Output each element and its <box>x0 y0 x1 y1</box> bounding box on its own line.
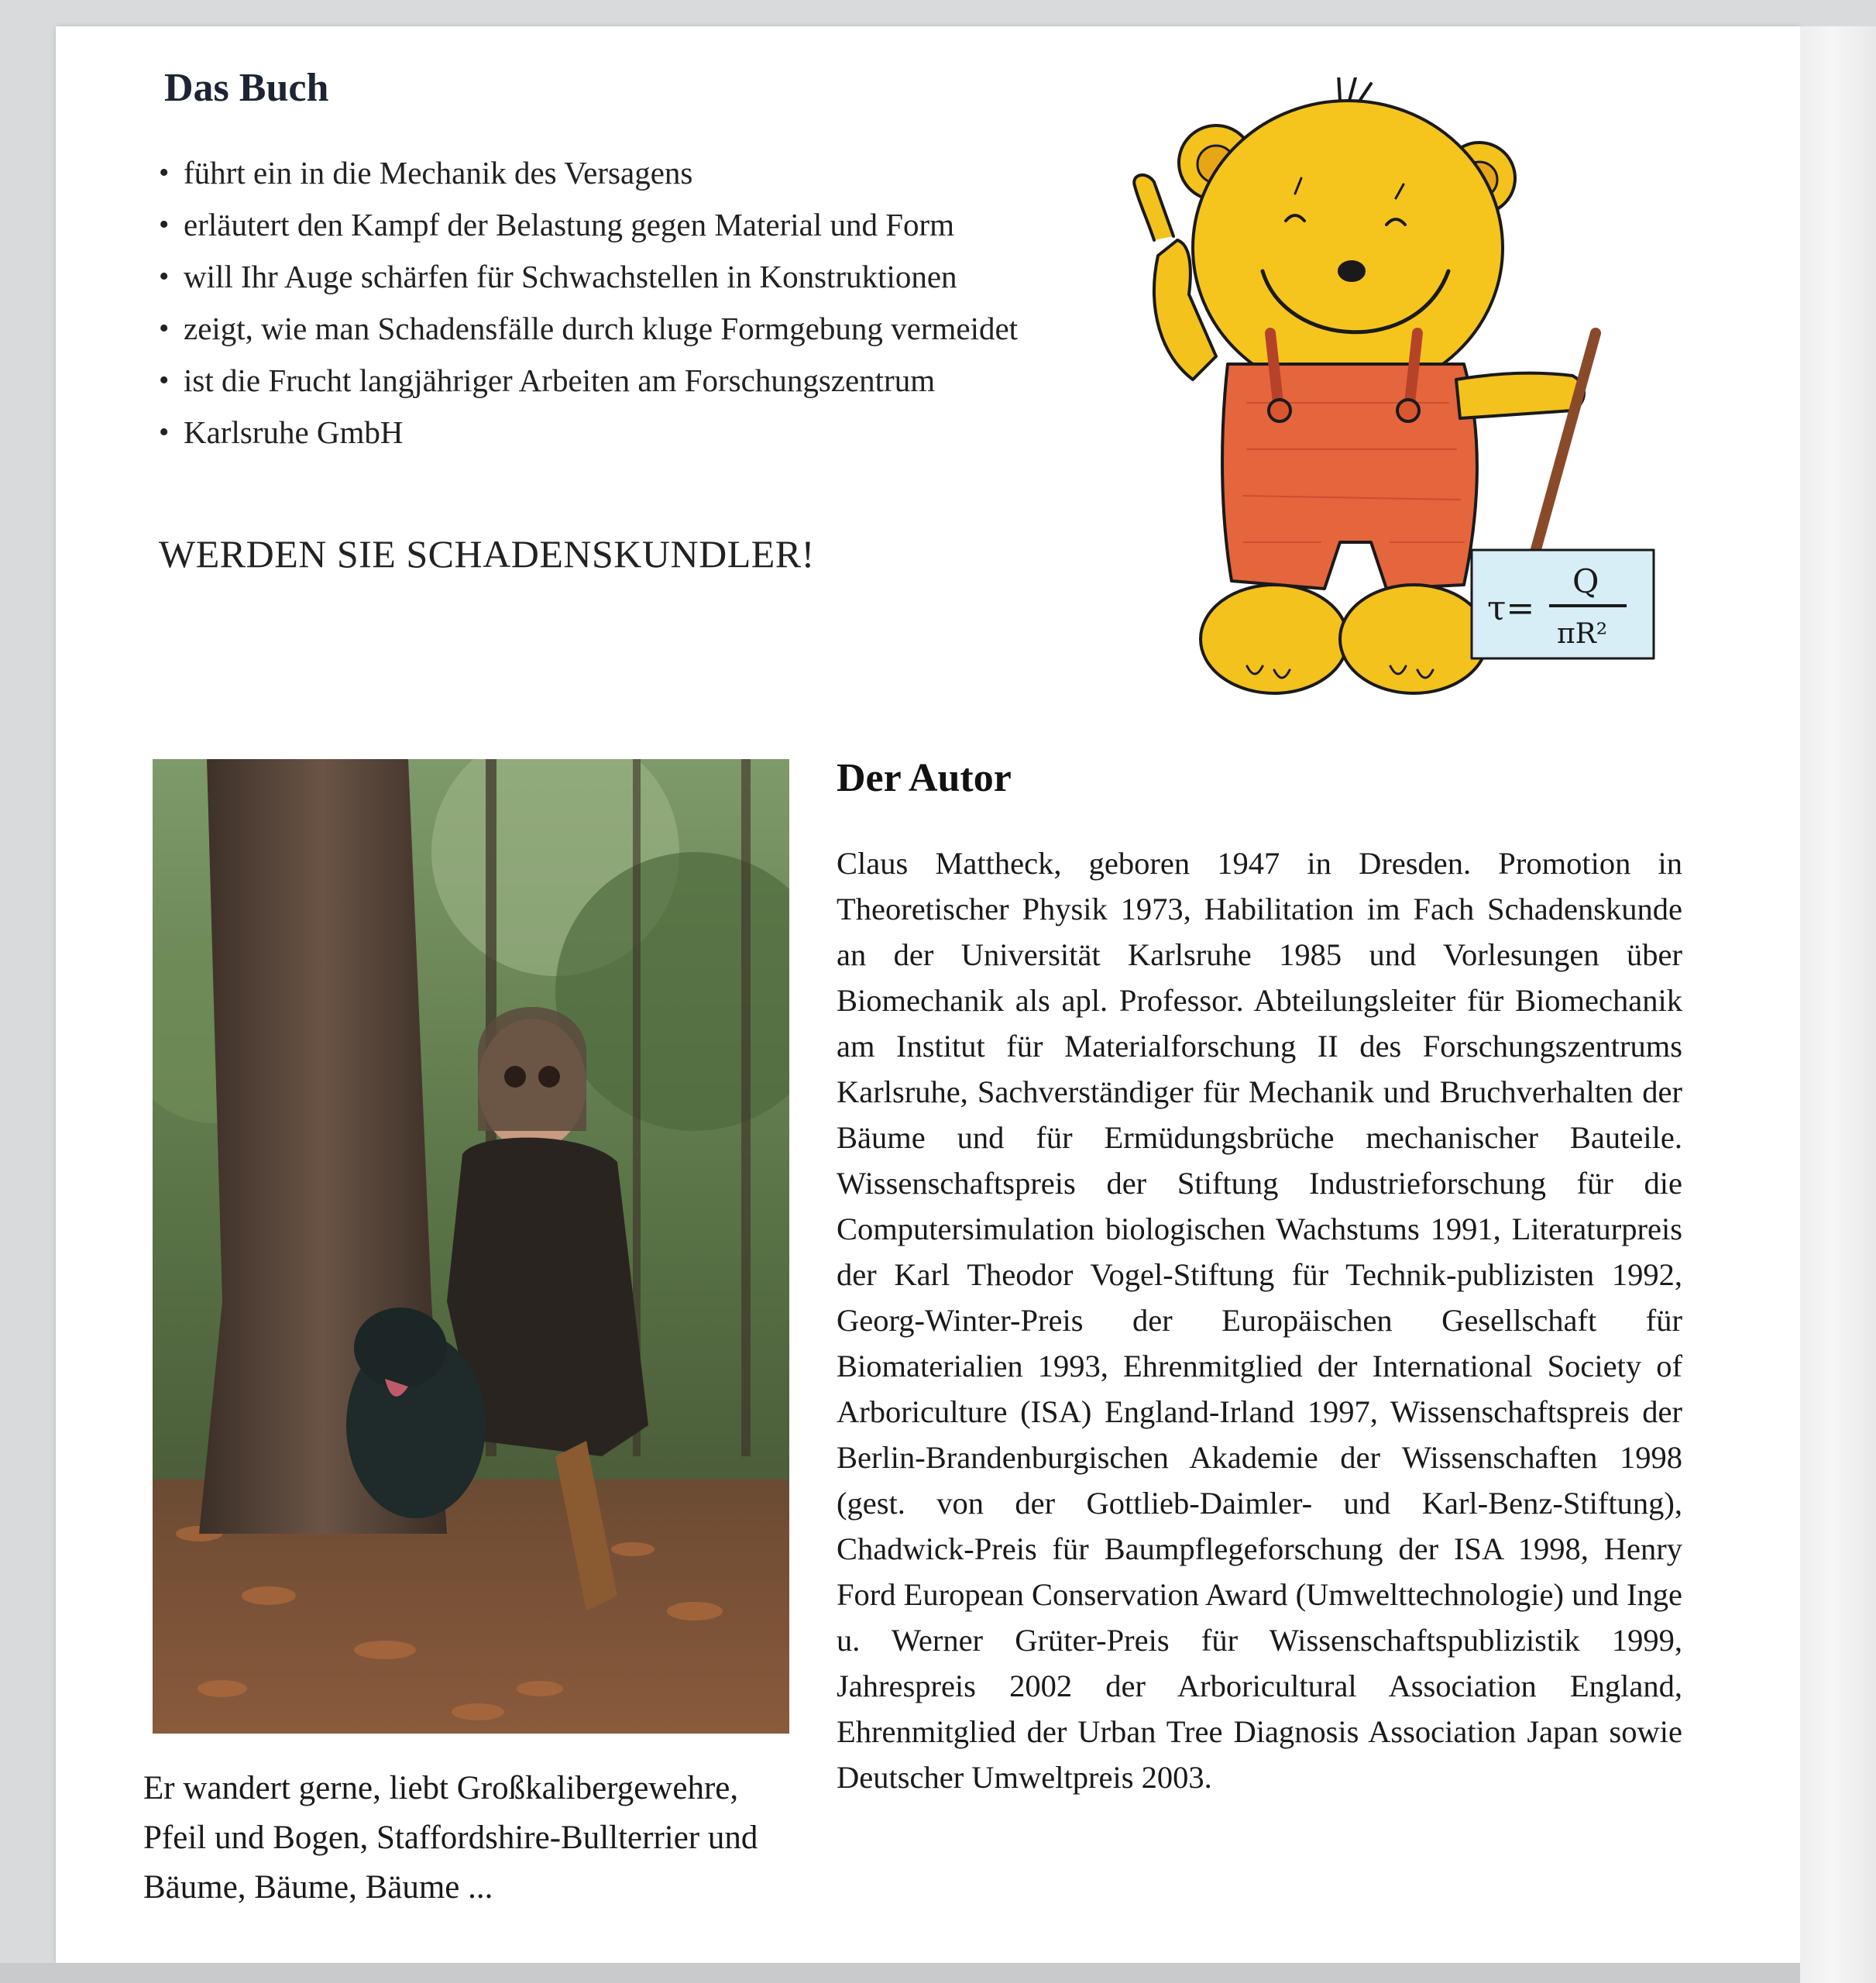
feature-list <box>159 147 1018 459</box>
author-photo <box>153 759 789 1734</box>
feature-item: • zeigt, wie man Schadensfälle durch kluge Formgebung vermeidet <box>159 303 1018 355</box>
formula-numerator: Q <box>1572 562 1599 600</box>
feature-item: • erläutert den Kampf der Belastung gegen Material und Form <box>159 199 1018 251</box>
page-shadow <box>0 1963 1800 1983</box>
photo-caption: Er wandert gerne, liebt Großkalibergewehre, Pfeil und Bogen, Staffordshire-Bullterrier und Bäume, Bäume, Bäume ... <box>143 1770 758 1906</box>
bear-overalls <box>1222 364 1477 589</box>
call-to-action: WERDEN SIE SCHADENSKUNDLER! <box>159 532 815 576</box>
feature-item: • will Ihr Auge schärfen für Schwachstellen in Konstruktionen <box>159 251 1018 303</box>
formula-denominator: πR² <box>1557 618 1608 650</box>
pencil <box>1534 333 1596 558</box>
bear-foot-left <box>1201 585 1348 693</box>
bear-head <box>1193 101 1503 395</box>
bear-illustration <box>1092 77 1665 720</box>
bear-foot-right <box>1340 585 1487 693</box>
feature-item: • führt ein in die Mechanik des Versagens <box>159 147 1018 199</box>
section-heading-author: Der Autor <box>837 756 1012 800</box>
page-edge <box>1800 26 1876 1983</box>
formula-lhs: τ= <box>1487 589 1535 628</box>
section-heading-book: Das Buch <box>164 66 329 110</box>
author-bio: Claus Mattheck, geboren 1947 in Dresden. Promotion in Theoretischer Physik 1973, Habilitation im Fach Schadenskunde an der Universität Karlsruhe 1985 und Vorlesungen über Biomechanik als apl. Professor. Abteilungsleiter für Biomechanik am Institut für Materialforschung II des Forschungszentrums Karlsruhe, Sachverständiger für Mechanik und Bruchverhalten der Bäume und für Ermüdungsbrüche mechanischer Bauteile. Wissenschaftspreis der Stiftung Industrieforschung für die Computersimulation biologischen Wachstums 1991, Literaturpreis der Karl Theodor Vogel-Stiftung für Technik-publizisten 1992, Georg-Winter-Preis der Europäischen Gesellschaft für Biomaterialien 1993, Ehrenmitglied der International Society of Arboriculture (ISA) England-Irland 1997, Wissenschaftspreis der Berlin-Brandenburgischen Akademie der Wissenschaften 1998 (gest. von der Gottlieb-Daimler- und Karl-Benz-Stiftung), Chadwick-Preis für Baumpflegeforschung der ISA 1998, Henry Ford European Conservation Award (Umwelttechnologie) und Inge u. Werner Grüter-Preis für Wissenschaftspublizistik 1999, Jahrespreis 2002 der Arboricultural Association England, Ehrenmitglied der Urban Tree Diagnosis Association Japan sowie Deutscher Umweltpreis 2003. <box>837 846 1682 1795</box>
feature-item: • ist die Frucht langjähriger Arbeiten am Forschungszentrum <box>159 355 1018 407</box>
feature-item-continuation: • Karlsruhe GmbH <box>159 407 1018 459</box>
bear-arm-right <box>1456 373 1584 418</box>
